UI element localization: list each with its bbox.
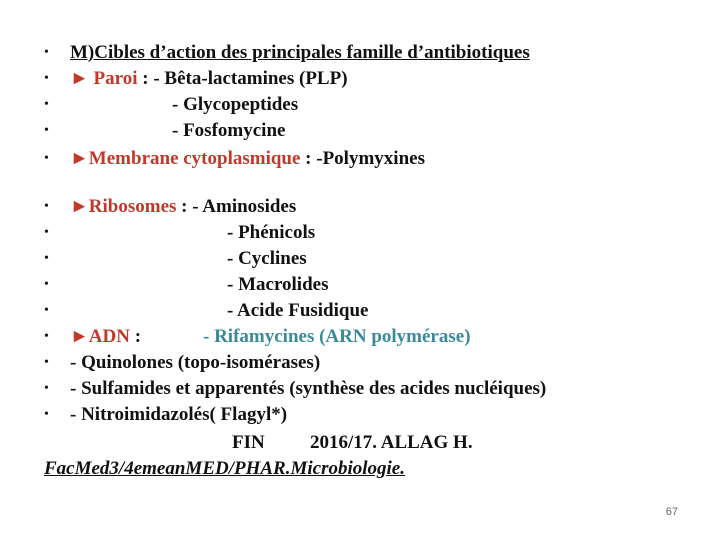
slide-title: M)Cibles d’action des principales famille d’antibiotiques <box>70 42 530 63</box>
bullet: • <box>44 45 49 60</box>
ribosomes-item-3: - Cyclines <box>227 248 307 269</box>
bullet: • <box>44 225 49 240</box>
bullet: • <box>44 355 49 370</box>
footer-year-author: 2016/17. ALLAG H. <box>310 432 473 453</box>
membrane-label: ►Membrane cytoplasmique <box>70 148 301 169</box>
paroi-item-3: - Fosfomycine <box>172 120 286 141</box>
ribosomes-item-5: - Acide Fusidique <box>227 300 369 321</box>
footer-fin: FIN <box>232 432 265 453</box>
paroi-label: ► Paroi <box>70 68 138 89</box>
adn-text <box>70 324 141 350</box>
ribosomes-item-2: - Phénicols <box>227 222 316 243</box>
ribosomes-separator: : <box>176 196 193 217</box>
bullet: • <box>44 123 49 138</box>
page-number: 67 <box>665 506 678 518</box>
adn-separator: : <box>129 326 142 347</box>
sulfamides-text: - Sulfamides et apparentés (synthèse des acides nucléiques) <box>70 378 547 399</box>
ribosomes-text <box>70 194 296 220</box>
footer-course: FacMed3/4emeanMED/PHAR.Microbiologie. <box>44 458 405 479</box>
bullet: • <box>44 71 49 86</box>
bullet: • <box>44 329 49 344</box>
paroi-item-2: - Glycopeptides <box>172 94 299 115</box>
adn-label: ►ADN <box>70 326 130 347</box>
nitroimidazoles-text: - Nitroimidazolés( Flagyl*) <box>70 404 288 425</box>
membrane-separator: : <box>300 148 317 169</box>
bullet: • <box>44 277 49 292</box>
bullet: • <box>44 97 49 112</box>
membrane-text <box>70 146 425 172</box>
bullet: • <box>44 251 49 266</box>
bullet: • <box>44 151 49 166</box>
bullet: • <box>44 407 49 422</box>
ribosomes-item-4: - Macrolides <box>227 274 329 295</box>
ribosomes-item-1: - Aminosides <box>192 196 297 217</box>
bullet: • <box>44 303 49 318</box>
bullet: • <box>44 199 49 214</box>
paroi-item-1: - Bêta-lactamines (PLP) <box>153 68 348 89</box>
paroi-separator: : <box>137 68 154 89</box>
membrane-item: -Polymyxines <box>316 148 425 169</box>
ribosomes-label: ►Ribosomes <box>70 196 177 217</box>
bullet: • <box>44 381 49 396</box>
adn-item: - Rifamycines (ARN polymérase) <box>203 326 471 347</box>
paroi-text <box>70 66 348 92</box>
quinolones-text: - Quinolones (topo-isomérases) <box>70 352 321 373</box>
